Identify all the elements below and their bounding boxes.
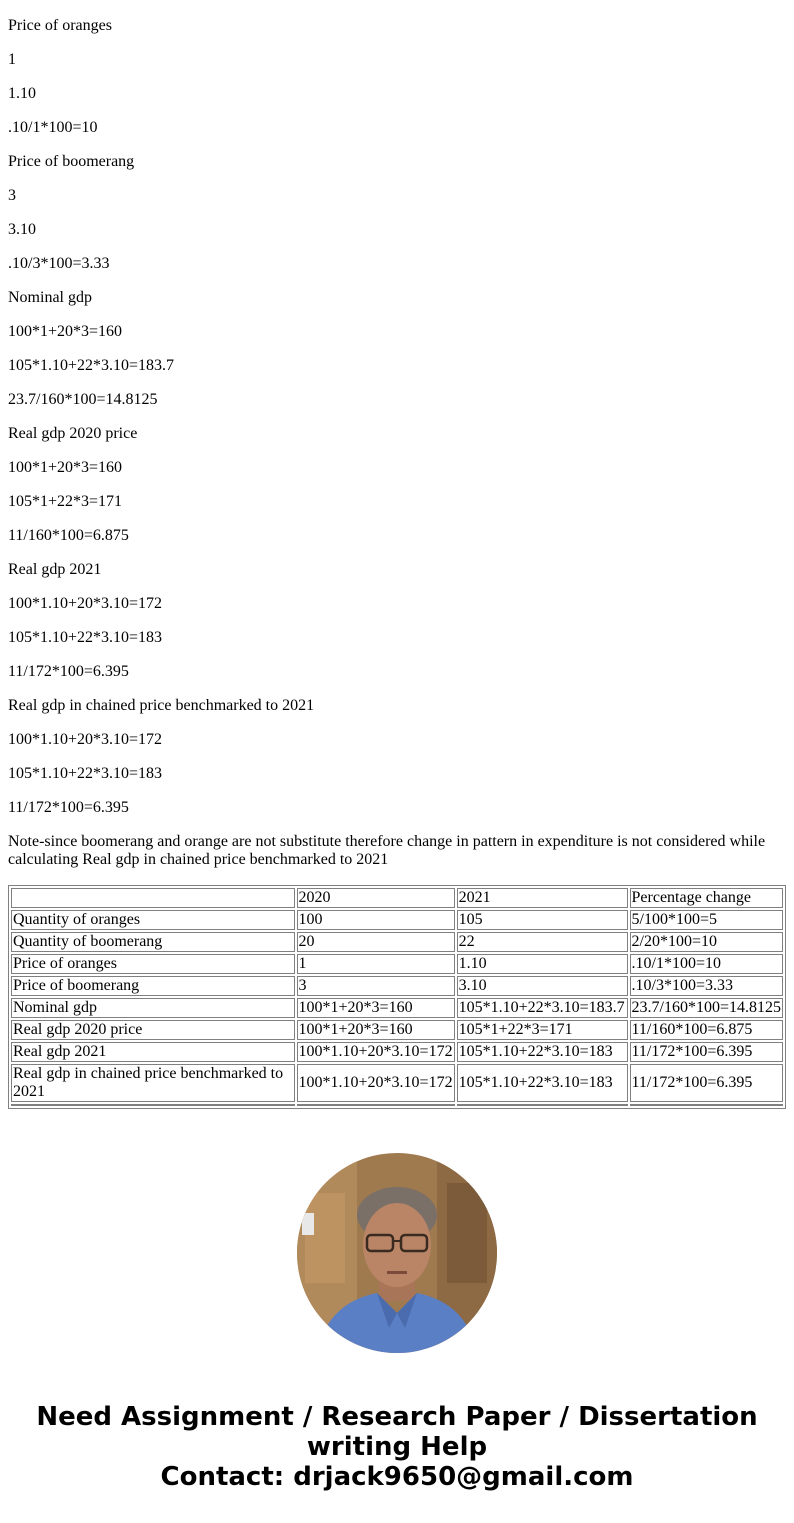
table-cell: 1 xyxy=(297,954,455,974)
table-cell: .10/1*100=10 xyxy=(630,954,783,974)
contact-banner xyxy=(0,1402,794,1492)
table-cell: 100*1+20*3=160 xyxy=(297,998,455,1018)
table-cell: 3.10 xyxy=(457,976,628,996)
table-cell: 100*1.10+20*3.10=172 xyxy=(297,1064,455,1102)
author-avatar xyxy=(297,1153,497,1353)
cta-line-1: Need Assignment / Research Paper / Dissertation xyxy=(36,1402,758,1432)
table-cell: Real gdp in chained price benchmarked to 2021 xyxy=(11,1064,295,1102)
table-empty-row xyxy=(11,1104,783,1106)
author-portrait-image xyxy=(297,1153,497,1353)
paragraph: 11/160*100=6.875 xyxy=(8,527,129,544)
paragraph: Price of oranges xyxy=(8,17,112,34)
table-cell: Quantity of oranges xyxy=(11,910,295,930)
paragraph: 11/172*100=6.395 xyxy=(8,663,129,680)
paragraph: 23.7/160*100=14.8125 xyxy=(8,391,158,408)
paragraph: Real gdp 2021 xyxy=(8,561,102,578)
table-empty-cell xyxy=(457,1104,628,1106)
paragraph: 100*1+20*3=160 xyxy=(8,323,123,340)
table-cell: 22 xyxy=(457,932,628,952)
paragraph: 105*1.10+22*3.10=183.7 xyxy=(8,357,175,374)
table-cell: 11/160*100=6.875 xyxy=(630,1020,783,1040)
paragraph xyxy=(8,0,786,1)
paragraph: Price of boomerang xyxy=(8,153,135,170)
document-body xyxy=(8,0,786,1109)
table-cell: 3 xyxy=(297,976,455,996)
paragraph: 105*1.10+22*3.10=183 xyxy=(8,765,163,782)
paragraph: Real gdp in chained price benchmarked to 2021 xyxy=(8,697,315,714)
note-paragraph: Note-since boomerang and orange are not substitute therefore change in pattern in expenditure is not considered while calculating Real gdp in chained price benchmarked to 2021 xyxy=(8,833,766,868)
table-cell: 11/172*100=6.395 xyxy=(630,1064,783,1102)
table-cell: 100 xyxy=(297,910,455,930)
paragraph: Nominal gdp xyxy=(8,289,92,306)
cta-contact-line: Contact: drjack9650@gmail.com xyxy=(160,1462,634,1492)
table-header-cell: 2021 xyxy=(457,888,628,908)
table-header-cell: Percentage change xyxy=(630,888,783,908)
table-cell: 105*1.10+22*3.10=183.7 xyxy=(457,998,628,1018)
table-cell: 11/172*100=6.395 xyxy=(630,1042,783,1062)
table-cell: 105 xyxy=(457,910,628,930)
paragraph: 3 xyxy=(8,187,16,204)
table-cell: 100*1.10+20*3.10=172 xyxy=(298,1043,453,1060)
table-header-cell xyxy=(11,888,295,908)
table-row xyxy=(11,910,783,930)
table-cell: 20 xyxy=(297,932,455,952)
table-cell: 2/20*100=10 xyxy=(630,932,783,952)
table-cell: 23.7/160*100=14.8125 xyxy=(630,998,783,1018)
paragraph: 105*1+22*3=171 xyxy=(8,493,123,510)
paragraph: Real gdp 2020 price xyxy=(8,425,138,442)
paragraph: 105*1.10+22*3.10=183 xyxy=(8,629,163,646)
table-cell: Real gdp 2021 xyxy=(11,1042,295,1062)
table-cell: 105*1.10+22*3.10=183 xyxy=(457,1042,628,1062)
table-header-cell: 2020 xyxy=(297,888,455,908)
table-empty-cell xyxy=(11,1104,295,1106)
table-row xyxy=(11,932,783,952)
paragraph: .10/1*100=10 xyxy=(8,119,98,136)
table-header-row xyxy=(11,888,783,908)
table-empty-cell xyxy=(630,1104,783,1106)
table-row xyxy=(11,954,783,974)
paragraph: 11/172*100=6.395 xyxy=(8,799,129,816)
table-empty-cell xyxy=(297,1104,455,1106)
table-cell: 105*1.10+22*3.10=183 xyxy=(457,1064,628,1102)
table-cell: Quantity of boomerang xyxy=(11,932,295,952)
table-row xyxy=(11,998,783,1018)
paragraph: 1 xyxy=(8,51,16,68)
table-cell: Price of oranges xyxy=(11,954,295,974)
table-cell: Nominal gdp xyxy=(11,998,295,1018)
table-cell: 100*1+20*3=160 xyxy=(297,1020,455,1040)
table-cell: 105*1+22*3=171 xyxy=(457,1020,628,1040)
paragraph: 100*1.10+20*3.10=172 xyxy=(8,731,163,748)
paragraph: 1.10 xyxy=(8,85,36,102)
table-row xyxy=(11,976,783,996)
table-row xyxy=(11,1020,783,1040)
cta-line-2: writing Help xyxy=(306,1432,488,1462)
paragraph: 100*1.10+20*3.10=172 xyxy=(8,595,163,612)
table-cell: .10/3*100=3.33 xyxy=(630,976,783,996)
table-cell: Price of boomerang xyxy=(11,976,295,996)
table-cell: 1.10 xyxy=(457,954,628,974)
table-cell: Real gdp 2020 price xyxy=(11,1020,295,1040)
paragraph: 100*1+20*3=160 xyxy=(8,459,123,476)
table-row xyxy=(11,1042,783,1062)
table-row xyxy=(11,1064,783,1102)
paragraph: .10/3*100=3.33 xyxy=(8,255,110,272)
gdp-table xyxy=(8,885,786,1109)
table-cell: 5/100*100=5 xyxy=(630,910,783,930)
paragraph: 3.10 xyxy=(8,221,36,238)
